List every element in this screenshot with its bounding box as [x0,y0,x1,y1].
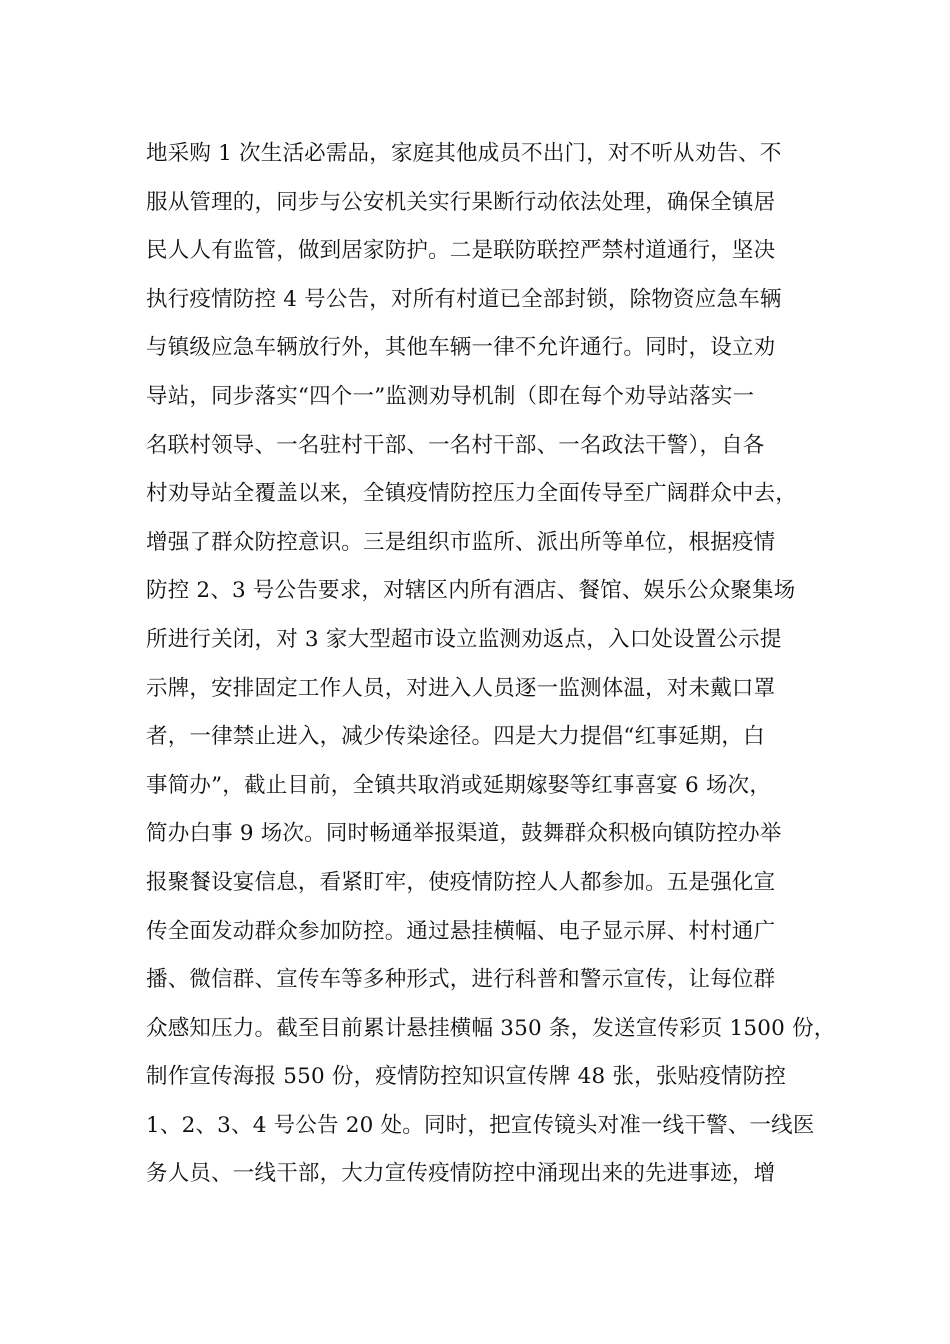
text-line: 务人员、一线干部，大力宣传疫情防控中涌现出来的先进事迹，增 [146,1161,776,1187]
text-line: 服从管理的，同步与公安机关实行果断行动依法处理，确保全镇居 [146,189,776,215]
text-line: 者，一律禁止进入，减少传染途径。四是大力提倡“红事延期，白 [146,724,765,750]
text-line: 防控 2、3 号公告要求，对辖区内所有酒店、餐馆、娱乐公众聚集场 [146,578,796,604]
text-line: 报聚餐设宴信息，看紧盯牢，使疫情防控人人都参加。五是强化宣 [146,869,776,895]
text-line: 制作宣传海报 550 份，疫情防控知识宣传牌 48 张，张贴疫情防控 [146,1064,787,1090]
body-text [146,130,836,1199]
text-line: 执行疫情防控 4 号公告，对所有村道已全部封锁，除物资应急车辆 [146,286,782,312]
text-line: 名联村领导、一名驻村干部、一名村干部、一名政法干警），自各 [146,432,765,458]
text-line: 增强了群众防控意识。三是组织市监所、派出所等单位，根据疫情 [146,529,776,555]
text-line: 众感知压力。截至目前累计悬挂横幅 350 条，发送宣传彩页 1500 份， [146,1015,836,1041]
text-line: 事简办”，截止目前，全镇共取消或延期嫁娶等红事喜宴 6 场次， [146,772,772,798]
text-line: 示牌，安排固定工作人员，对进入人员逐一监测体温，对未戴口罩 [146,675,776,701]
text-line: 民人人有监管，做到居家防护。二是联防联控严禁村道通行，坚决 [146,238,776,264]
text-line: 导站，同步落实“四个一”监测劝导机制（即在每个劝导站落实一 [146,383,755,409]
text-line: 所进行关闭，对 3 家大型超市设立监测劝返点，入口处设置公示提 [146,626,782,652]
text-line: 1、2、3、4 号公告 20 处。同时，把宣传镜头对准一线干警、一线医 [146,1112,815,1138]
text-line: 村劝导站全覆盖以来，全镇疫情防控压力全面传导至广阔群众中去， [146,481,798,507]
text-line: 传全面发动群众参加防控。通过悬挂横幅、电子显示屏、村村通广 [146,918,776,944]
text-line: 简办白事 9 场次。同时畅通举报渠道，鼓舞群众积极向镇防控办举 [146,821,782,847]
text-line: 与镇级应急车辆放行外，其他车辆一律不允许通行。同时，设立劝 [146,335,776,361]
text-line: 地采购 1 次生活必需品，家庭其他成员不出门，对不听从劝告、不 [146,141,782,166]
text-line: 播、微信群、宣传车等多种形式，进行科普和警示宣传，让每位群 [146,967,776,993]
